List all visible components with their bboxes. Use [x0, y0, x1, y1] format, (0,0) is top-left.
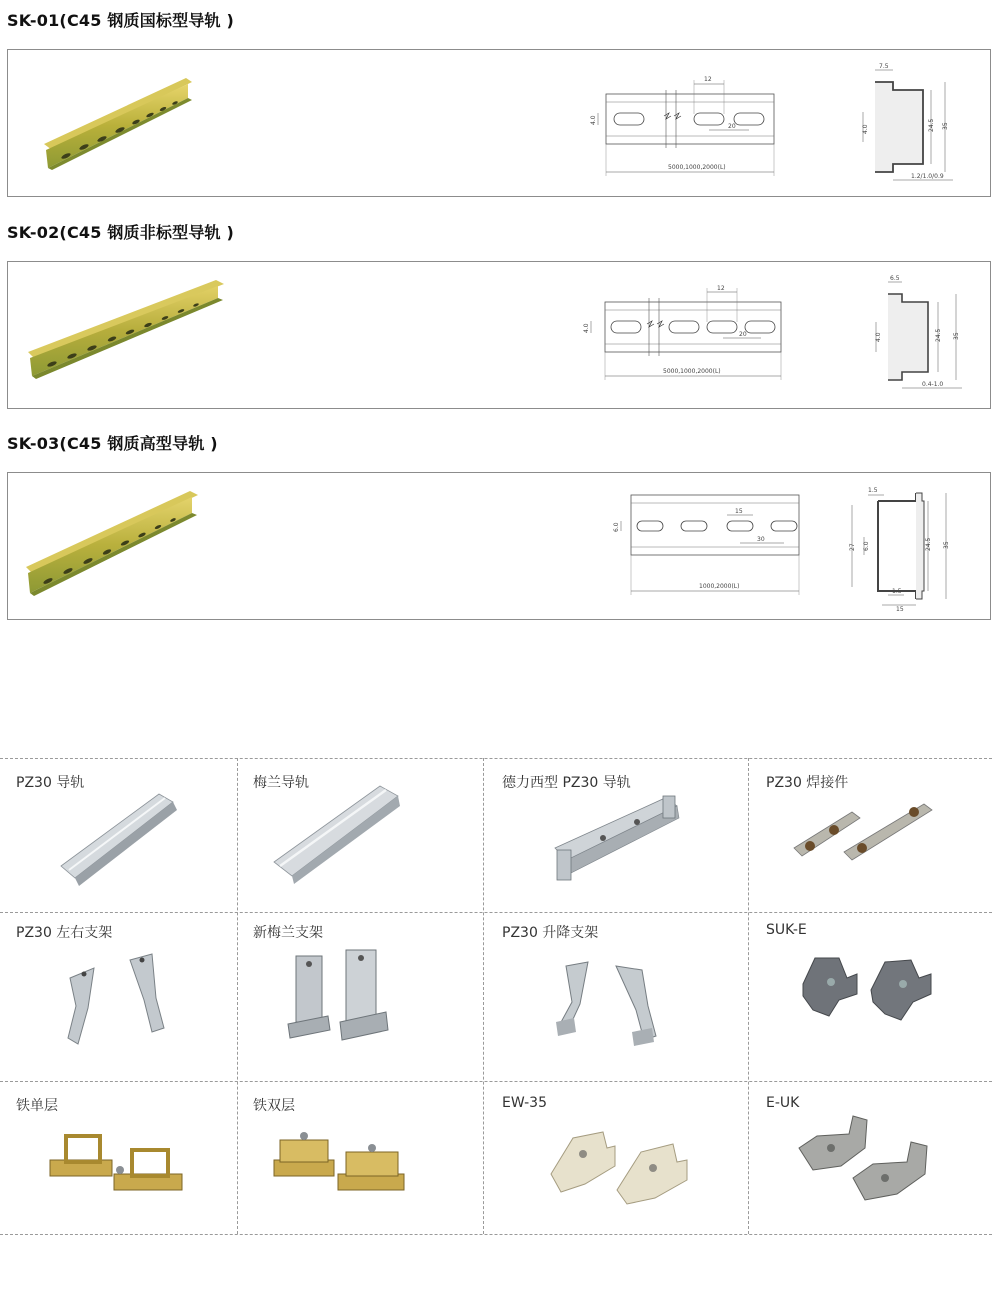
sk01-title: SK-01(C45 钢质国标型导轨 ) — [7, 11, 235, 30]
grid-line-row2 — [0, 1081, 992, 1082]
sk03-prof-6: 6.0 — [863, 541, 870, 551]
sk03-prof-35: 35 — [943, 541, 950, 549]
product-label-pz30-weld: PZ30 焊接件 — [766, 775, 849, 791]
sk03-dim-6: 6.0 — [613, 522, 620, 532]
product-image-delixi-rail — [545, 788, 685, 888]
sk02-title: SK-02(C45 钢质非标型导轨 ) — [7, 223, 235, 242]
sk03-dim-30: 30 — [757, 536, 765, 543]
sk01-dim-12: 12 — [704, 76, 712, 83]
sk02-prof-24-5: 24.5 — [935, 328, 942, 342]
product-label-suk-e: SUK-E — [766, 922, 807, 938]
sk03-prof-27: 27 — [849, 543, 856, 551]
sk01-prof-24-5: 24.5 — [928, 118, 935, 132]
sk01-dim-20: 20 — [728, 123, 736, 130]
product-image-pz30-lift-bracket — [548, 954, 668, 1054]
sk03-prof-15: 15 — [896, 606, 904, 613]
sk03-dim-length: 1000,2000(L) — [699, 583, 740, 590]
sk02-dim-12: 12 — [717, 285, 725, 292]
product-label-ew-35: EW-35 — [502, 1095, 547, 1111]
grid-line-col2 — [483, 758, 484, 1234]
sk02-dim-4: 4.0 — [583, 323, 590, 333]
sk03-profile-drawing — [838, 483, 958, 613]
product-label-iron-double: 铁双层 — [253, 1098, 295, 1114]
product-label-delixi-rail: 德力西型 PZ30 导轨 — [502, 775, 631, 791]
grid-line-row1 — [0, 912, 992, 913]
product-image-suk-e — [795, 950, 945, 1030]
sk03-prof-24-5: 24.5 — [925, 537, 932, 551]
product-label-merlin-rail: 梅兰导轨 — [253, 775, 309, 791]
product-image-iron-double — [268, 1120, 413, 1202]
sk03-front-drawing — [603, 489, 803, 599]
sk01-front-drawing — [584, 70, 784, 180]
product-label-e-uk: E-UK — [766, 1095, 800, 1111]
product-image-iron-single — [44, 1122, 189, 1202]
product-image-pz30-lr-bracket — [60, 948, 175, 1058]
sk03-prof-1-5-bottom: 1.5 — [892, 588, 902, 595]
product-label-iron-single: 铁单层 — [16, 1098, 58, 1114]
sk03-rail-image — [18, 487, 208, 605]
sk01-prof-7-5: 7.5 — [879, 63, 889, 70]
sk02-prof-6-5: 6.5 — [890, 275, 900, 282]
sk01-panel — [7, 49, 991, 197]
grid-line-top — [0, 758, 992, 759]
grid-line-col1 — [237, 758, 238, 1234]
sk03-panel — [7, 472, 991, 620]
sk01-rail-image — [36, 72, 206, 172]
product-label-new-merlin-bracket: 新梅兰支架 — [253, 925, 323, 941]
sk02-front-drawing — [573, 280, 793, 380]
grid-line-col3 — [748, 758, 749, 1234]
sk02-profile-drawing — [866, 272, 976, 397]
sk02-prof-35: 35 — [953, 332, 960, 340]
product-image-merlin-rail — [268, 782, 408, 888]
product-label-pz30-rail: PZ30 导轨 — [16, 775, 85, 791]
sk01-dim-4: 4.0 — [590, 115, 597, 125]
sk01-dim-length: 5000,1000,2000(L) — [668, 164, 726, 171]
sk01-prof-4: 4.0 — [862, 124, 869, 134]
sk02-prof-4: 4.0 — [875, 332, 882, 342]
sk01-prof-35: 35 — [942, 122, 949, 130]
product-image-new-merlin-bracket — [282, 944, 394, 1054]
sk01-profile-drawing — [853, 62, 963, 187]
product-label-pz30-lift-bracket: PZ30 升降支架 — [502, 925, 599, 941]
product-image-ew-35 — [545, 1118, 695, 1206]
product-image-e-uk — [793, 1108, 943, 1208]
sk03-dim-15: 15 — [735, 508, 743, 515]
product-label-pz30-lr-bracket: PZ30 左右支架 — [16, 925, 113, 941]
sk02-prof-thickness: 0.4-1.0 — [922, 381, 944, 388]
sk01-prof-thickness: 1.2/1.0/0.9 — [911, 173, 944, 180]
sk02-panel — [7, 261, 991, 409]
sk03-prof-1-5-top: 1.5 — [868, 487, 878, 494]
sk02-dim-20: 20 — [739, 331, 747, 338]
sk02-dim-length: 5000,1000,2000(L) — [663, 368, 721, 375]
product-image-pz30-rail — [55, 788, 185, 888]
sk02-rail-image — [20, 276, 235, 391]
grid-line-bottom — [0, 1234, 992, 1235]
product-image-pz30-weld — [790, 790, 940, 870]
sk03-title: SK-03(C45 钢质高型导轨 ) — [7, 434, 218, 453]
